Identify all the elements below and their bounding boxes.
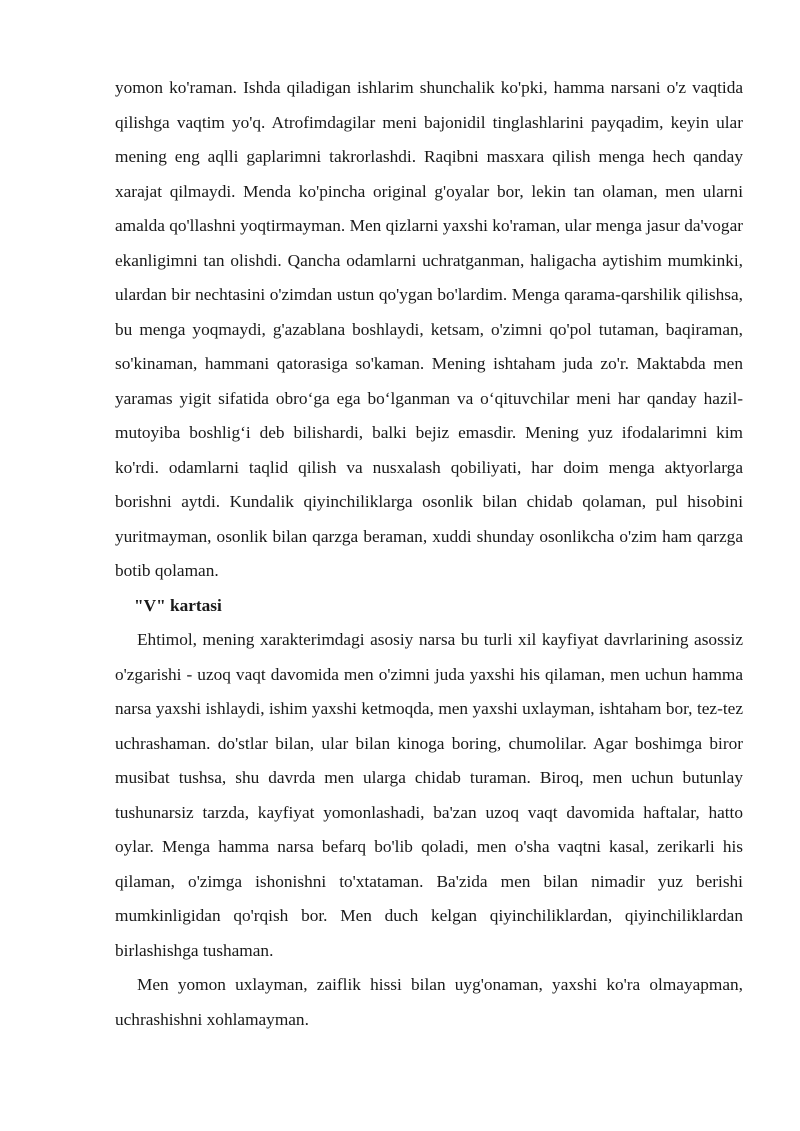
document-page <box>115 71 743 1037</box>
paragraph-1: yomon ko'raman. Ishda qiladigan ishlarim shunchalik ko'pki, hamma narsani o'z vaqtida qilishga vaqtim yo'q. Atrofimdagilar meni bajonidil tinglashlarini payqadim, keyin ular mening eng aqlli gaplarimni takrorlashdi. Raqibni masxara qilish menga hech qanday xarajat qilmaydi. Menda ko'pincha original g'oyalar bor, lekin tan olaman, men ularni amalda qo'llashni yoqtirmayman. Men qizlarni yaxshi ko'raman, ular menga jasur da'vogar ekanligimni tan olishdi. Qancha odamlarni uchratganman, haligacha aytishim mumkinki, ulardan bir nechtasini o'zimdan ustun qo'ygan bo'lardim. Menga qarama-qarshilik qilishsa, bu menga yoqmaydi, g'azablana boshlaydi, ketsam, o'zimni qo'pol tutaman, baqiraman, so'kinaman, hammani qatorasiga so'kaman. Mening ishtaham juda zo'r. Maktabda men yaramas yigit sifatida obro‘ga ega bo‘lganman va o‘qituvchilar meni har qanday hazil-mutoyiba boshlig‘i deb bilishardi, balki bejiz emasdir. Mening yuz ifodalarimni kim ko'rdi. odamlarni taqlid qilish va nusxalash qobiliyati, har doim menga aktyorlarga borishni aytdi. Kundalik qiyinchiliklarga osonlik bilan chidab qolaman, pul hisobini yuritmayman, osonlik bilan qarzga beraman, xuddi shunday osonlikcha o'zim ham qarzga botib qolaman. <box>115 78 743 580</box>
paragraph-3: Men yomon uxlayman, zaiflik hissi bilan uyg'onaman, yaxshi ko'ra olmayapman, uchrashishni xohlamayman. <box>115 975 743 1029</box>
section-heading: "V" kartasi <box>134 595 222 615</box>
paragraph-2: Ehtimol, mening xarakterimdagi asosiy narsa bu turli xil kayfiyat davrlarining asossiz o'zgarishi - uzoq vaqt davomida men o'zimni juda yaxshi his qilaman, men uchun hamma narsa yaxshi ishlaydi, ishim yaxshi ketmoqda, men yaxshi uxlayman, ishtaham bor, tez-tez uchrashaman. do'stlar bilan, ular bilan kinoga boring, chumolilar. Agar boshimga biror musibat tushsa, shu davrda men ularga chidab turaman. Biroq, men uchun butunlay tushunarsiz tarzda, kayfiyat yomonlashadi, ba'zan uzoq vaqt davomida haftalar, hatto oylar. Menga hamma narsa befarq bo'lib qoladi, men o'sha vaqtni kasal, zerikarli his qilaman, o'zimga ishonishni to'xtataman. Ba'zida men bilan nimadir yuz berishi mumkinligidan qo'rqish bor. Men duch kelgan qiyinchiliklardan, qiyinchiliklardan birlashishga tushaman. <box>115 630 743 960</box>
